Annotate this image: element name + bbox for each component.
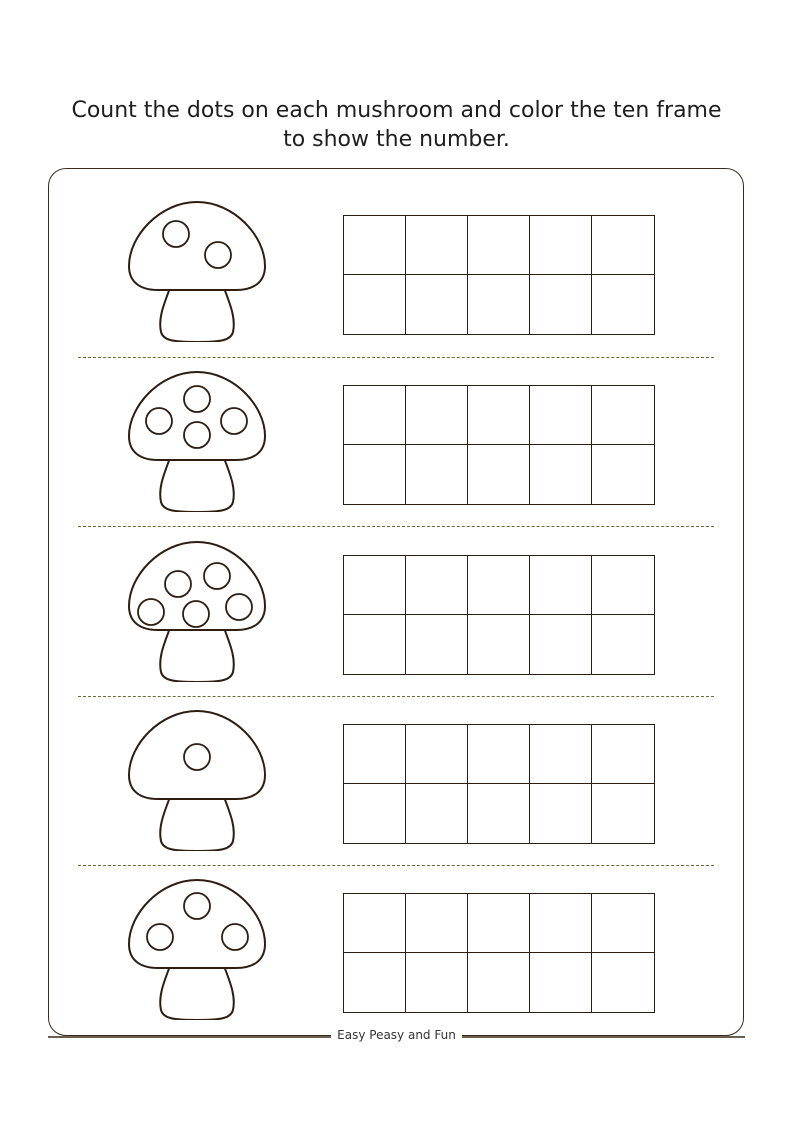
instructions-line-1: Count the dots on each mushroom and color the ten frame xyxy=(71,98,722,123)
ten-frame-cell[interactable] xyxy=(344,445,406,504)
ten-frame-cell[interactable] xyxy=(468,445,530,504)
mushroom-cap xyxy=(129,202,265,290)
mushroom-icon xyxy=(124,878,270,1020)
row-divider xyxy=(78,526,714,527)
ten-frame-cell[interactable] xyxy=(592,386,654,445)
mushroom-dot xyxy=(146,408,172,434)
row-divider xyxy=(78,357,714,358)
ten-frame-cell[interactable] xyxy=(592,894,654,953)
mushroom-icon xyxy=(124,540,270,682)
ten-frame-cell[interactable] xyxy=(530,784,592,843)
ten-frame-cell[interactable] xyxy=(468,615,530,674)
ten-frame-cell[interactable] xyxy=(530,615,592,674)
ten-frame-cell[interactable] xyxy=(344,953,406,1012)
mushroom-dot xyxy=(138,599,164,625)
ten-frame-cell[interactable] xyxy=(468,386,530,445)
row-divider xyxy=(78,865,714,866)
mushroom-stem xyxy=(160,458,234,512)
mushroom-dot xyxy=(184,422,210,448)
ten-frame-cell[interactable] xyxy=(406,556,468,615)
ten-frame-cell[interactable] xyxy=(530,894,592,953)
ten-frame-cell[interactable] xyxy=(468,894,530,953)
ten-frame-cell[interactable] xyxy=(530,556,592,615)
instructions-line-2: to show the number. xyxy=(283,127,510,152)
instructions xyxy=(0,96,793,154)
ten-frame-cell[interactable] xyxy=(592,216,654,275)
row-divider xyxy=(78,696,714,697)
mushroom-dot xyxy=(184,893,210,919)
exercise-row xyxy=(0,200,793,368)
exercise-row xyxy=(0,878,793,1046)
ten-frame-cell[interactable] xyxy=(344,556,406,615)
mushroom-dot xyxy=(226,594,252,620)
ten-frame-cell[interactable] xyxy=(592,275,654,334)
ten-frame-cell[interactable] xyxy=(344,275,406,334)
mushroom-icon xyxy=(124,200,270,342)
ten-frame-cell[interactable] xyxy=(406,445,468,504)
ten-frame-cell[interactable] xyxy=(530,216,592,275)
mushroom-dot xyxy=(184,386,210,412)
ten-frame-cell[interactable] xyxy=(468,275,530,334)
ten-frame-cell[interactable] xyxy=(344,615,406,674)
ten-frame xyxy=(343,555,655,675)
footer-brand: Easy Peasy and Fun xyxy=(331,1028,462,1042)
ten-frame-cell[interactable] xyxy=(406,784,468,843)
mushroom-icon xyxy=(124,709,270,851)
ten-frame-cell[interactable] xyxy=(344,784,406,843)
ten-frame xyxy=(343,215,655,335)
exercise-row xyxy=(0,540,793,708)
mushroom-dot xyxy=(222,924,248,950)
ten-frame-cell[interactable] xyxy=(406,216,468,275)
ten-frame-cell[interactable] xyxy=(468,556,530,615)
ten-frame-cell[interactable] xyxy=(406,953,468,1012)
ten-frame-cell[interactable] xyxy=(406,725,468,784)
ten-frame-cell[interactable] xyxy=(530,953,592,1012)
ten-frame xyxy=(343,724,655,844)
ten-frame-cell[interactable] xyxy=(592,445,654,504)
exercise-row xyxy=(0,370,793,538)
mushroom-dot xyxy=(163,221,189,247)
ten-frame-cell[interactable] xyxy=(530,275,592,334)
ten-frame-cell[interactable] xyxy=(592,615,654,674)
exercise-row xyxy=(0,709,793,877)
ten-frame-cell[interactable] xyxy=(406,386,468,445)
mushroom-dot xyxy=(204,563,230,589)
ten-frame-cell[interactable] xyxy=(468,725,530,784)
ten-frame-cell[interactable] xyxy=(468,953,530,1012)
mushroom-dot xyxy=(165,571,191,597)
ten-frame-cell[interactable] xyxy=(344,894,406,953)
ten-frame-cell[interactable] xyxy=(468,216,530,275)
ten-frame-cell[interactable] xyxy=(468,784,530,843)
ten-frame-cell[interactable] xyxy=(530,725,592,784)
ten-frame xyxy=(343,893,655,1013)
ten-frame-cell[interactable] xyxy=(406,894,468,953)
ten-frame-cell[interactable] xyxy=(406,275,468,334)
mushroom-dot xyxy=(183,601,209,627)
mushroom-stem xyxy=(160,966,234,1020)
ten-frame-cell[interactable] xyxy=(592,784,654,843)
ten-frame-cell[interactable] xyxy=(344,216,406,275)
mushroom-dot xyxy=(184,744,210,770)
mushroom-stem xyxy=(160,797,234,851)
ten-frame-cell[interactable] xyxy=(530,386,592,445)
mushroom-stem xyxy=(160,288,234,342)
ten-frame xyxy=(343,385,655,505)
ten-frame-cell[interactable] xyxy=(530,445,592,504)
mushroom-stem xyxy=(160,628,234,682)
mushroom-dot xyxy=(205,242,231,268)
mushroom-dot xyxy=(147,924,173,950)
ten-frame-cell[interactable] xyxy=(592,953,654,1012)
ten-frame-cell[interactable] xyxy=(592,556,654,615)
footer xyxy=(0,1028,793,1046)
mushroom-dot xyxy=(221,408,247,434)
ten-frame-cell[interactable] xyxy=(592,725,654,784)
ten-frame-cell[interactable] xyxy=(344,725,406,784)
ten-frame-cell[interactable] xyxy=(406,615,468,674)
ten-frame-cell[interactable] xyxy=(344,386,406,445)
mushroom-icon xyxy=(124,370,270,512)
